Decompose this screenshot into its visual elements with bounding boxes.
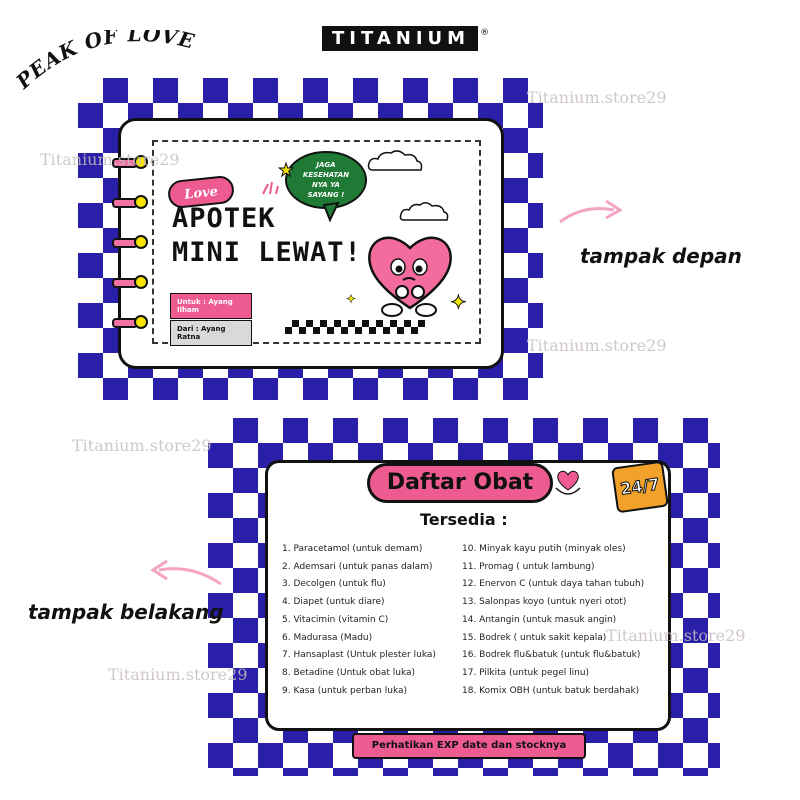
list-item: 8. Betadine (Untuk obat luka) (282, 667, 416, 678)
registered-mark: ® (480, 28, 490, 38)
list-item: 3. Decolgen (untuk flu) (282, 579, 386, 590)
list-item: 10. Minyak kayu putih (minyak oles) (462, 544, 626, 554)
list-item: 2. Ademsari (untuk panas dalam) (282, 561, 433, 572)
list-item: 17. Pilkita (untuk pegel linu) (462, 667, 590, 678)
arrow-left-icon (145, 556, 225, 594)
speech-bubble-text: JAGA KESEHATAN NYA YA SAYANG ! (302, 161, 350, 199)
slogan-label: PEAK OF LOVE (12, 30, 198, 94)
checkered-strip (285, 320, 425, 334)
list-item: 9. Kasa (untuk perban luka) (282, 685, 408, 696)
list-item: 1. Paracetamol (untuk demam) (282, 544, 423, 554)
heart-character-icon (360, 222, 460, 326)
back-caption: tampak belakang (28, 600, 224, 624)
sparkle-icon: ✦ (346, 292, 357, 306)
list-item: 15. Bodrek ( untuk sakit kepala) (462, 632, 607, 643)
heart-hands-icon (552, 466, 584, 502)
list-item: 4. Diapet (untuk diare) (282, 597, 385, 608)
love-badge-label: Love (183, 184, 219, 203)
medicine-list-left (282, 541, 436, 700)
list-item: 13. Salonpas koyo (untuk nyeri otot) (462, 597, 627, 608)
brand-logo (322, 28, 489, 49)
list-item: 5. Vitacimin (vitamin C) (282, 614, 389, 625)
speech-bubble (284, 150, 368, 212)
front-title-line2: MINI LEWAT! (172, 236, 362, 268)
spiral-hole (134, 235, 148, 249)
spiral-hole (134, 275, 148, 289)
watermark: Titanium.store29 (108, 665, 248, 684)
watermark: Titanium.store29 (72, 436, 212, 455)
to-tag: Untuk : Ayang Ilham (170, 293, 252, 319)
front-caption: tampak depan (580, 244, 742, 268)
front-title-line1: APOTEK (172, 203, 276, 234)
list-item: 6. Madurasa (Madu) (282, 632, 373, 643)
list-item: 18. Komix OBH (untuk batuk berdahak) (462, 685, 640, 696)
list-item: 7. Hansaplast (Untuk plester luka) (282, 650, 436, 661)
badge-247: 24/7 (611, 461, 669, 514)
watermark: Titanium.store29 (40, 150, 180, 169)
sparkle-lines-icon (260, 180, 280, 200)
cloud-icon (365, 148, 425, 178)
list-item: 12. Enervon C (untuk daya tahan tubuh) (462, 579, 645, 590)
brand-name: TITANIUM (322, 26, 478, 51)
list-item: 11. Promag ( untuk lambung) (462, 561, 595, 572)
watermark: Titanium.store29 (606, 626, 746, 645)
medicine-list-right (462, 541, 644, 700)
back-subtitle: Tersedia : (420, 510, 508, 529)
spiral-hole (134, 315, 148, 329)
note-banner: Perhatikan EXP date dan stocknya (352, 733, 586, 759)
from-tag: Dari : Ayang Ratna (170, 320, 252, 346)
back-title: Daftar Obat (367, 463, 553, 503)
spiral-hole (134, 195, 148, 209)
list-item: 16. Bodrek flu&batuk (untuk flu&batuk) (462, 650, 641, 661)
sparkle-icon: ✦ (450, 290, 467, 314)
arrow-right-icon (556, 196, 626, 232)
watermark: Titanium.store29 (527, 88, 667, 107)
watermark: Titanium.store29 (527, 336, 667, 355)
star-icon: ★ (278, 160, 295, 181)
list-item: 14. Antangin (untuk masuk angin) (462, 614, 617, 625)
